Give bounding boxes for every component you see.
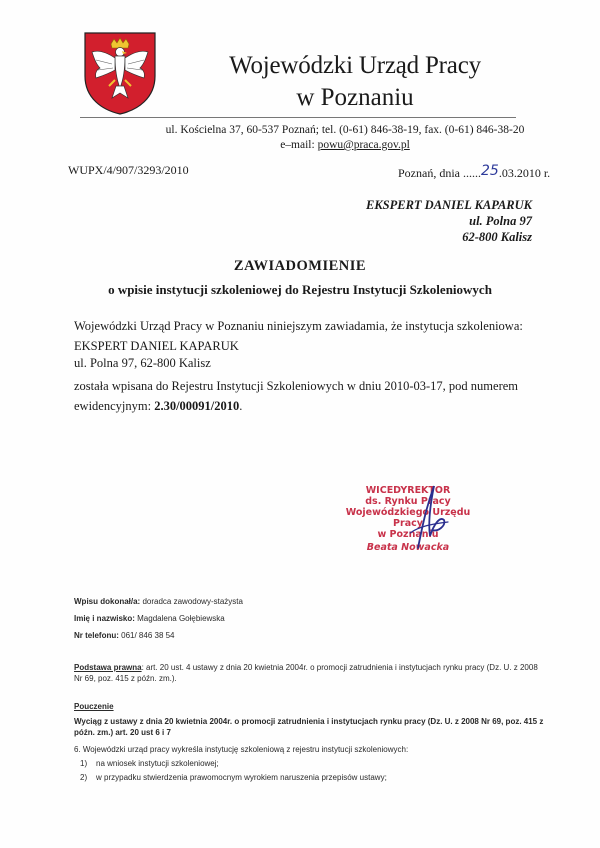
instruction-label: Pouczenie (74, 702, 114, 711)
instruction-excerpt: Wyciąg z ustawy z dnia 20 kwietnia 2004r. o promocji zatrudnienia i instytucjach rynku pracy (Dz. U. z 2008 Nr 69, poz. 415 z późn. zm.) art. 20 ust 6 i 7 (74, 717, 544, 737)
date-day-handwritten: 25 (481, 163, 499, 179)
entry-phone (74, 631, 175, 640)
date-suffix: .03.2010 r. (498, 166, 551, 180)
institution-name: EKSPERT DANIEL KAPARUK (74, 339, 239, 353)
recipient-street: ul. Polna 97 (469, 214, 532, 228)
evidence-label: ewidencyjnym: (74, 399, 152, 413)
entry-name (74, 614, 225, 623)
registration-line: została wpisana do Rejestru Instytucji Szkoleniowych w dniu 2010-03-17, pod numerem (74, 379, 519, 393)
entry-name-value: Magdalena Gołębiewska (137, 614, 225, 623)
date-dots: ...... (463, 166, 481, 180)
legal-basis-text: : art. 20 ust. 4 ustawy z dnia 20 kwietnia 2004r. o promocji zatrudnienia i instytucjach rynku pracy (Dz. U. z 2008 Nr 69, poz. 415 z późn. zm.). (74, 663, 538, 683)
entry-name-label: Imię i nazwisko: (74, 614, 135, 623)
institution-address: ul. Polna 97, 62-800 Kalisz (74, 356, 211, 370)
coat-of-arms-crest (82, 30, 158, 116)
entry-phone-value: 061/ 846 38 54 (121, 631, 175, 640)
instruction-item-num: 1) (80, 759, 88, 768)
address-line: ul. Kościelna 37, 60-537 Poznań; tel. (0-61) 846-38-19, fax. (0-61) 846-38-20 (165, 124, 525, 136)
email-line (155, 138, 535, 153)
recipient-city: 62-800 Kalisz (462, 230, 532, 244)
stamp-line3: Wojewódzkiego Urzędu Pracy (345, 507, 471, 529)
evidence-line (74, 398, 544, 415)
instruction-point-6: 6. Wojewódzki urząd pracy wykreśla instytucję szkoleniową z rejestru instytucji szkoleniowych: (74, 745, 409, 754)
stamp-name: Beata Nowacka (366, 542, 450, 553)
document-subtitle: o wpisie instytucji szkoleniowej do Rejestru Instytucji Szkoleniowych (108, 282, 492, 297)
organization-name: Wojewódzki Urząd Pracy (229, 52, 481, 79)
stamp-line1: WICEDYREKTOR (365, 485, 451, 496)
evidence-end: . (239, 399, 243, 413)
date-prefix: Poznań, dnia (398, 166, 460, 180)
instruction-item-text: na wniosek instytucji szkoleniowej; (96, 759, 219, 768)
entry-made-by-value: doradca zawodowy-stażysta (142, 597, 243, 606)
reference-number: WUPX/4/907/3293/2010 (68, 163, 189, 177)
evidence-number: 2.30/00091/2010 (154, 399, 240, 413)
header-divider (80, 117, 516, 118)
organization-city: w Poznaniu (296, 84, 414, 111)
instruction-item (80, 759, 219, 768)
legal-basis (74, 662, 544, 684)
instruction-item (80, 773, 387, 782)
organization-address (155, 123, 535, 153)
stamp-line4: w Poznaniu (377, 529, 439, 540)
document-date (398, 163, 550, 181)
entry-phone-label: Nr telefonu: (74, 631, 119, 640)
stamp-line2: ds. Rynku Pracy (365, 496, 451, 507)
entry-made-by-label: Wpisu dokonał/a: (74, 597, 141, 606)
instruction-item-text: w przypadku stwierdzenia prawomocnym wyrokiem naruszenia przepisów ustawy; (96, 773, 387, 782)
document-title: ZAWIADOMIENIE (233, 258, 367, 274)
entry-made-by (74, 597, 243, 606)
recipient-name: EKSPERT DANIEL KAPARUK (365, 198, 532, 212)
email-label: e–mail: (280, 139, 315, 151)
instruction-item-num: 2) (80, 773, 88, 782)
handwritten-signature (400, 478, 460, 553)
email-link[interactable]: powu@praca.gov.pl (317, 139, 410, 151)
recipient-block (300, 197, 532, 245)
body-intro: Wojewódzki Urząd Pracy w Poznaniu niniejszym zawiadamia, że instytucja szkoleniowa: (74, 319, 523, 333)
legal-basis-label: Podstawa prawna (74, 663, 142, 672)
